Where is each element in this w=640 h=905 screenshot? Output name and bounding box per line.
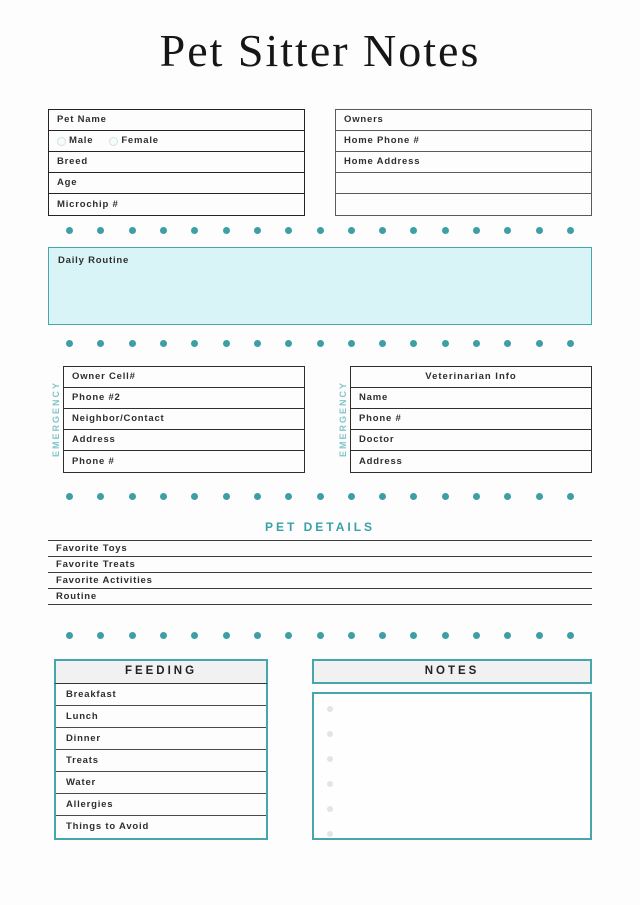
routine-line[interactable] <box>48 588 592 604</box>
things-to-avoid-label: Things to Avoid <box>66 821 150 832</box>
notes-header: NOTES <box>312 659 592 684</box>
owners-label: Owners <box>344 114 384 125</box>
male-label: Male <box>69 135 94 146</box>
owners-field[interactable] <box>336 110 591 131</box>
notes-area[interactable] <box>312 692 592 840</box>
divider-dot <box>327 781 333 787</box>
divider-dot <box>97 632 104 639</box>
divider-dot <box>97 227 104 234</box>
microchip-field[interactable] <box>49 194 304 215</box>
divider-dot <box>567 340 574 347</box>
divider-dot <box>504 632 511 639</box>
divider-dot <box>285 632 292 639</box>
divider-dot <box>160 227 167 234</box>
water-label: Water <box>66 777 97 788</box>
divider-dot <box>327 706 333 712</box>
page-title: Pet Sitter Notes <box>159 25 481 76</box>
divider-dot <box>254 632 261 639</box>
dinner-label: Dinner <box>66 733 101 744</box>
vet-name-label: Name <box>359 392 389 403</box>
divider-dot <box>410 340 417 347</box>
divider-dot <box>317 493 324 500</box>
divider-dot <box>223 493 230 500</box>
divider-dot <box>442 632 449 639</box>
divider-dot <box>504 227 511 234</box>
divider-dot <box>379 340 386 347</box>
emergency-side-label-right: EMERGENCY <box>337 381 348 458</box>
treats-field[interactable] <box>56 750 266 772</box>
divider-dot <box>473 227 480 234</box>
favorite-treats-label: Favorite Treats <box>56 559 136 570</box>
breakfast-label: Breakfast <box>66 689 117 700</box>
favorite-toys-label: Favorite Toys <box>56 543 128 554</box>
divider-dot <box>504 340 511 347</box>
vet-phone-field[interactable] <box>351 409 591 430</box>
vet-phone-label: Phone # <box>359 413 402 424</box>
home-phone-field[interactable] <box>336 131 591 152</box>
age-field[interactable] <box>49 173 304 194</box>
divider-dot <box>473 340 480 347</box>
divider-dot <box>129 340 136 347</box>
neighbor-contact-field[interactable] <box>64 409 304 430</box>
divider-dot <box>327 831 333 837</box>
female-label: Female <box>121 135 159 146</box>
divider-dot <box>327 806 333 812</box>
divider-dot <box>379 632 386 639</box>
dotted-divider <box>66 632 574 639</box>
lunch-label: Lunch <box>66 711 99 722</box>
divider-dot <box>327 731 333 737</box>
bottom-section <box>48 659 592 840</box>
divider-dot <box>129 632 136 639</box>
divider-dot <box>410 632 417 639</box>
divider-dot <box>285 493 292 500</box>
allergies-label: Allergies <box>66 799 114 810</box>
water-field[interactable] <box>56 772 266 794</box>
divider-dot <box>473 493 480 500</box>
divider-dot <box>191 227 198 234</box>
feeding-table <box>54 684 268 840</box>
home-address-field[interactable] <box>336 152 591 173</box>
divider-dot <box>567 632 574 639</box>
divider-dot <box>160 632 167 639</box>
divider-dot <box>317 632 324 639</box>
divider-dot <box>348 632 355 639</box>
male-radio-icon[interactable] <box>57 137 66 146</box>
top-info-section <box>48 109 592 216</box>
em-phone-field[interactable] <box>64 451 304 472</box>
male-radio-option[interactable] <box>57 131 93 151</box>
daily-routine-label: Daily Routine <box>58 255 130 266</box>
divider-dot <box>191 632 198 639</box>
divider-dot <box>317 227 324 234</box>
veterinarian-info-box <box>350 366 592 473</box>
microchip-label: Microchip # <box>57 198 119 210</box>
divider-dot <box>442 227 449 234</box>
divider-dot <box>160 340 167 347</box>
divider-dot <box>285 227 292 234</box>
divider-dot <box>567 227 574 234</box>
female-radio-icon[interactable] <box>109 137 118 146</box>
breakfast-field[interactable] <box>56 684 266 706</box>
allergies-field[interactable] <box>56 794 266 816</box>
divider-dot <box>348 493 355 500</box>
divider-dot <box>160 493 167 500</box>
owner-info-box <box>335 109 592 216</box>
dotted-divider <box>66 227 574 234</box>
age-label: Age <box>57 177 78 188</box>
divider-dot <box>66 227 73 234</box>
dinner-field[interactable] <box>56 728 266 750</box>
pet-details-heading: PET DETAILS <box>264 520 376 534</box>
dotted-divider <box>66 340 574 347</box>
divider-dot <box>379 227 386 234</box>
divider-dot <box>442 493 449 500</box>
vet-doctor-field[interactable] <box>351 430 591 451</box>
content <box>48 109 592 840</box>
things-to-avoid-field[interactable] <box>56 816 266 838</box>
lunch-field[interactable] <box>56 706 266 728</box>
owner-blank-field[interactable] <box>336 173 591 194</box>
favorite-activities-line[interactable] <box>48 572 592 588</box>
emergency-side-label-left: EMERGENCY <box>50 381 61 458</box>
divider-dot <box>285 340 292 347</box>
divider-dot <box>191 340 198 347</box>
neighbor-contact-label: Neighbor/Contact <box>72 413 165 424</box>
favorite-treats-line[interactable] <box>48 556 592 572</box>
owner-cell-field[interactable] <box>64 367 304 388</box>
divider-dot <box>66 493 73 500</box>
pet-details-lines <box>48 540 592 605</box>
divider-dot <box>473 632 480 639</box>
veterinarian-column <box>335 366 592 473</box>
favorite-toys-line[interactable] <box>48 540 592 556</box>
divider-dot <box>348 227 355 234</box>
dotted-divider <box>66 493 574 500</box>
divider-dot <box>567 493 574 500</box>
pet-name-label: Pet Name <box>57 114 107 125</box>
divider-dot <box>442 340 449 347</box>
home-phone-label: Home Phone # <box>344 135 420 146</box>
emergency-contacts-box <box>63 366 305 473</box>
vet-doctor-label: Doctor <box>359 434 395 445</box>
divider-dot <box>536 632 543 639</box>
emergency-contacts-column <box>48 366 305 473</box>
feeding-header: FEEDING <box>54 659 268 684</box>
notes-panel <box>312 659 592 840</box>
divider-dot <box>66 632 73 639</box>
divider-dot <box>223 632 230 639</box>
divider-dot <box>379 493 386 500</box>
gender-field <box>49 131 304 152</box>
divider-dot <box>254 227 261 234</box>
vet-info-header: Veterinarian Info <box>351 367 591 388</box>
em-address-label: Address <box>72 434 116 445</box>
owner-blank-field[interactable] <box>336 194 591 215</box>
phone2-label: Phone #2 <box>72 392 121 403</box>
divider-dot <box>410 493 417 500</box>
em-address-field[interactable] <box>64 430 304 451</box>
favorite-activities-label: Favorite Activities <box>56 575 153 586</box>
divider-dot <box>536 340 543 347</box>
owner-cell-label: Owner Cell# <box>72 371 136 382</box>
divider-dot <box>191 493 198 500</box>
divider-dot <box>348 340 355 347</box>
divider-dot <box>317 340 324 347</box>
divider-dot <box>129 493 136 500</box>
treats-label: Treats <box>66 755 99 766</box>
vet-address-label: Address <box>359 455 403 467</box>
emergency-section <box>48 366 592 473</box>
divider-dot <box>536 493 543 500</box>
divider-dot <box>410 227 417 234</box>
pet-info-box <box>48 109 305 216</box>
breed-label: Breed <box>57 156 88 167</box>
divider-dot <box>223 227 230 234</box>
divider-dot <box>97 340 104 347</box>
divider-dot <box>504 493 511 500</box>
vet-address-field[interactable] <box>351 451 591 472</box>
divider-dot <box>536 227 543 234</box>
vet-name-field[interactable] <box>351 388 591 409</box>
breed-field[interactable] <box>49 152 304 173</box>
em-phone-label: Phone # <box>72 455 115 467</box>
divider-dot <box>129 227 136 234</box>
divider-dot <box>66 340 73 347</box>
home-address-label: Home Address <box>344 156 421 167</box>
divider-dot <box>327 756 333 762</box>
daily-routine-area[interactable] <box>48 247 592 325</box>
divider-dot <box>97 493 104 500</box>
female-radio-option[interactable] <box>109 131 159 151</box>
pet-name-field[interactable] <box>49 110 304 131</box>
routine-label: Routine <box>56 591 97 602</box>
notes-bullet-list <box>327 706 590 837</box>
divider-dot <box>223 340 230 347</box>
divider-dot <box>254 340 261 347</box>
feeding-panel <box>54 659 268 840</box>
divider-dot <box>254 493 261 500</box>
phone2-field[interactable] <box>64 388 304 409</box>
